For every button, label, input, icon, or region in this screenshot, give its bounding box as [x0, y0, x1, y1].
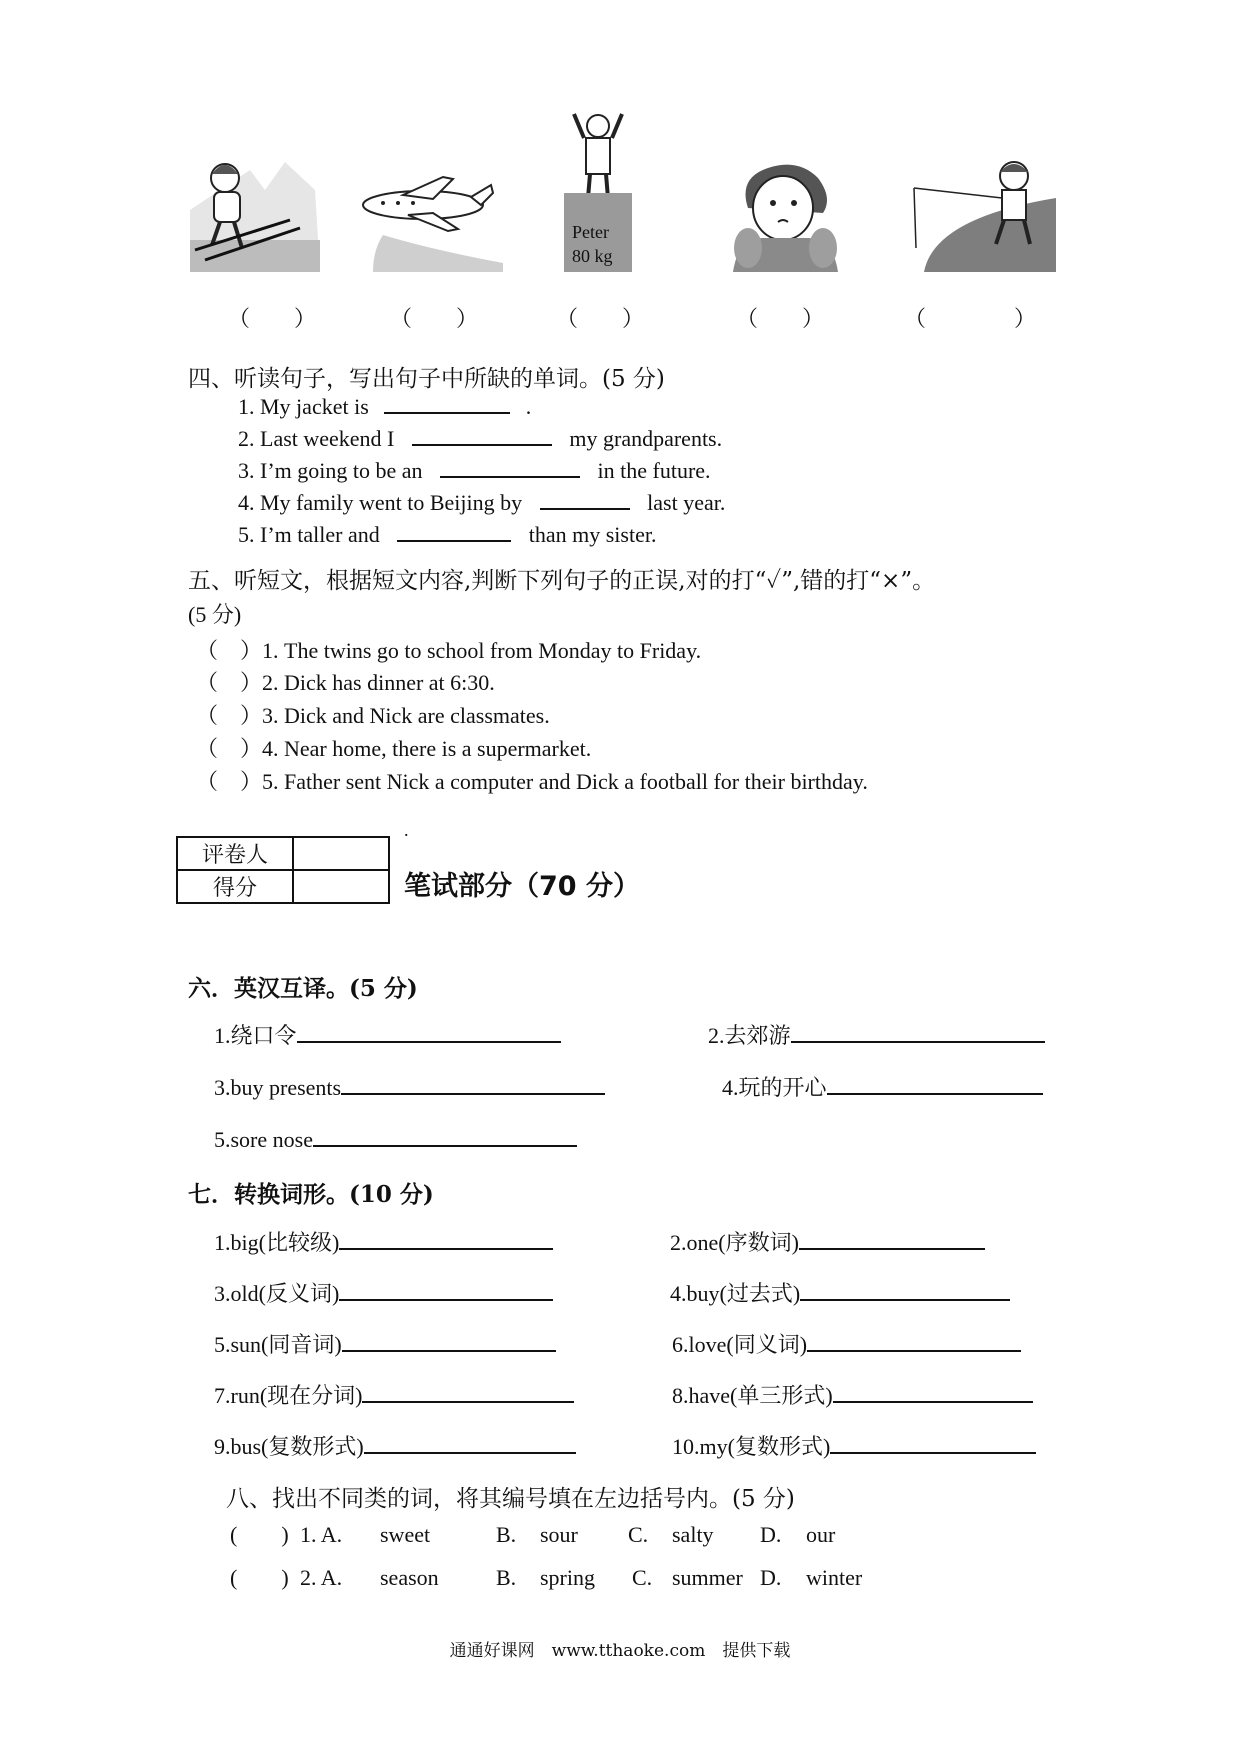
- s7-item-2-label: 2.one(序数词): [670, 1230, 799, 1255]
- s6-blank-1[interactable]: [297, 1040, 561, 1043]
- score-table-grader-cell[interactable]: [293, 837, 389, 870]
- section4-title: 四、听读句子，写出句子中所缺的单词。(5 分): [188, 366, 665, 392]
- s8-row-2: [0, 1567, 1240, 1597]
- s7-blank-8[interactable]: [833, 1400, 1033, 1403]
- s6-item-5-label: 5.sore nose: [214, 1127, 313, 1152]
- written-part-title: 笔试部分（70 分）: [404, 871, 640, 902]
- stray-dot: .: [404, 820, 409, 840]
- s6-blank-4[interactable]: [827, 1092, 1043, 1095]
- peter-weight-picture: [562, 108, 634, 272]
- s8-row-1-d-label: D.: [760, 1522, 782, 1547]
- answer-paren-5[interactable]: （ ）: [904, 306, 1037, 331]
- s8-row-1-b-label: B.: [496, 1522, 517, 1547]
- s7-item-10-label: 10.my(复数形式): [672, 1434, 831, 1459]
- s5-item-2[interactable]: （ ）2. Dick has dinner at 6:30.: [196, 670, 495, 695]
- answer-paren-1[interactable]: （ ）: [228, 306, 317, 331]
- s6-item-3-label: 3.buy presents: [214, 1075, 342, 1100]
- s8-row-2-b: spring: [540, 1565, 595, 1590]
- s4-item-1-before: 1. My jacket is: [238, 394, 369, 419]
- s7-blank-9[interactable]: [364, 1451, 576, 1454]
- s6-item-1: [214, 1025, 561, 1047]
- s6-item-2-label: 2.去郊游: [708, 1023, 791, 1048]
- answer-paren-2[interactable]: （ ）: [390, 306, 479, 331]
- s7-item-1-label: 1.big(比较级): [214, 1230, 340, 1255]
- answer-paren-3[interactable]: （ ）: [556, 306, 645, 331]
- airplane-picture: [353, 175, 515, 272]
- s4-blank-2[interactable]: [412, 443, 552, 446]
- s7-item-2: [670, 1232, 985, 1254]
- s6-item-4-label: 4.玩的开心: [722, 1075, 827, 1100]
- s7-item-5-label: 5.sun(同音词): [214, 1332, 342, 1357]
- s4-blank-4[interactable]: [540, 507, 630, 510]
- s6-item-5: [214, 1129, 577, 1151]
- s7-item-10: [672, 1436, 1036, 1458]
- score-table-score-label: 得分: [177, 870, 293, 903]
- s7-blank-6[interactable]: [807, 1349, 1021, 1352]
- s4-item-1-after: .: [525, 394, 532, 419]
- score-table: [176, 836, 390, 904]
- skiing-girl-picture: [190, 150, 320, 272]
- s4-item-3-before: 3. I’m going to be an: [238, 458, 423, 483]
- s8-row-1-b: sour: [540, 1522, 578, 1547]
- s7-item-7-label: 7.run(现在分词): [214, 1383, 363, 1408]
- s6-blank-2[interactable]: [791, 1040, 1045, 1043]
- s8-row-1-paren[interactable]: ( ): [230, 1522, 289, 1547]
- s8-row-2-num: 2. A.: [300, 1565, 343, 1590]
- s7-blank-1[interactable]: [339, 1247, 553, 1250]
- s8-row-1-num: 1. A.: [300, 1522, 343, 1547]
- s4-blank-1[interactable]: [384, 411, 510, 414]
- s5-item-4[interactable]: （ ）4. Near home, there is a supermarket.: [196, 736, 592, 761]
- s5-item-5[interactable]: （ ）5. Father sent Nick a computer and Dick a football for their birthday.: [196, 769, 868, 794]
- s7-item-9: [214, 1436, 576, 1458]
- s7-blank-2[interactable]: [799, 1247, 985, 1250]
- section6-title: 六．英汉互译。(5 分): [188, 975, 418, 1002]
- s7-item-6-label: 6.love(同义词): [672, 1332, 808, 1357]
- score-table-grader-label: 评卷人: [177, 837, 293, 870]
- s8-row-2-c: summer: [672, 1565, 743, 1590]
- s7-blank-7[interactable]: [362, 1400, 574, 1403]
- s4-item-5-after: than my sister.: [528, 522, 657, 547]
- s7-item-6: [672, 1334, 1021, 1356]
- s7-item-3-label: 3.old(反义词): [214, 1281, 340, 1306]
- peter-caption-weight: 80 kg: [572, 246, 613, 266]
- s4-item-4: [238, 492, 725, 514]
- s4-item-3-after: in the future.: [597, 458, 711, 483]
- s4-item-4-after: last year.: [647, 490, 726, 515]
- s5-item-3[interactable]: （ ）3. Dick and Nick are classmates.: [196, 703, 550, 728]
- s7-blank-10[interactable]: [830, 1451, 1036, 1454]
- s7-item-8: [672, 1385, 1033, 1407]
- s7-item-4: [670, 1283, 1010, 1305]
- section5-title: 五、听短文，根据短文内容,判断下列句子的正误,对的打“✓”,错的打“×”。: [188, 568, 936, 594]
- s8-row-2-paren[interactable]: ( ): [230, 1565, 289, 1590]
- s6-item-4: [722, 1077, 1043, 1099]
- s5-item-1[interactable]: （ ）1. The twins go to school from Monday to Friday.: [196, 638, 702, 663]
- section5-points: (5 分): [188, 602, 242, 627]
- s8-row-2-c-label: C.: [632, 1565, 653, 1590]
- s4-item-3: [238, 460, 711, 482]
- score-table-score-cell[interactable]: [293, 870, 389, 903]
- s8-row-2-d: winter: [806, 1565, 863, 1590]
- s7-item-8-label: 8.have(单三形式): [672, 1383, 833, 1408]
- s4-blank-3[interactable]: [440, 475, 580, 478]
- s7-blank-3[interactable]: [339, 1298, 553, 1301]
- s4-item-1: [238, 396, 531, 418]
- s8-row-1: [0, 1524, 1240, 1554]
- s8-row-1-a: sweet: [380, 1522, 431, 1547]
- section7-title: 七．转换词形。(10 分): [188, 1181, 434, 1208]
- s6-item-1-label: 1.绕口令: [214, 1023, 297, 1048]
- s7-item-5: [214, 1334, 556, 1356]
- s8-row-2-b-label: B.: [496, 1565, 517, 1590]
- sick-girl-picture: [728, 158, 842, 272]
- answer-paren-4[interactable]: （ ）: [736, 306, 825, 331]
- peter-caption-name: Peter: [572, 222, 609, 242]
- s8-row-1-d: our: [806, 1522, 836, 1547]
- s7-item-4-label: 4.buy(过去式): [670, 1281, 801, 1306]
- s7-item-9-label: 9.bus(复数形式): [214, 1434, 364, 1459]
- page-footer: 通通好课网 www.tthaoke.com 提供下载: [449, 1641, 791, 1661]
- s8-row-1-c-label: C.: [628, 1522, 649, 1547]
- s4-item-2-after: my grandparents.: [569, 426, 723, 451]
- s4-item-5-before: 5. I’m taller and: [238, 522, 380, 547]
- s6-item-2: [708, 1025, 1045, 1047]
- s7-blank-5[interactable]: [342, 1349, 556, 1352]
- s8-row-2-d-label: D.: [760, 1565, 782, 1590]
- s6-item-3: [214, 1077, 605, 1099]
- s7-item-7: [214, 1385, 574, 1407]
- s8-row-2-a: season: [380, 1565, 439, 1590]
- s8-row-1-c: salty: [672, 1522, 714, 1547]
- s4-item-5: [238, 524, 656, 546]
- s6-blank-5[interactable]: [313, 1144, 577, 1147]
- s4-item-2-before: 2. Last weekend I: [238, 426, 395, 451]
- s6-blank-3[interactable]: [341, 1092, 605, 1095]
- s4-item-2: [238, 428, 722, 450]
- s7-item-3: [214, 1283, 553, 1305]
- section8-title: 八、找出不同类的词，将其编号填在左边括号内。(5 分): [226, 1486, 795, 1512]
- fishing-boy-picture: [904, 158, 1056, 272]
- s4-blank-5[interactable]: [397, 539, 511, 542]
- s4-item-4-before: 4. My family went to Beijing by: [238, 490, 523, 515]
- s7-blank-4[interactable]: [800, 1298, 1010, 1301]
- s7-item-1: [214, 1232, 553, 1254]
